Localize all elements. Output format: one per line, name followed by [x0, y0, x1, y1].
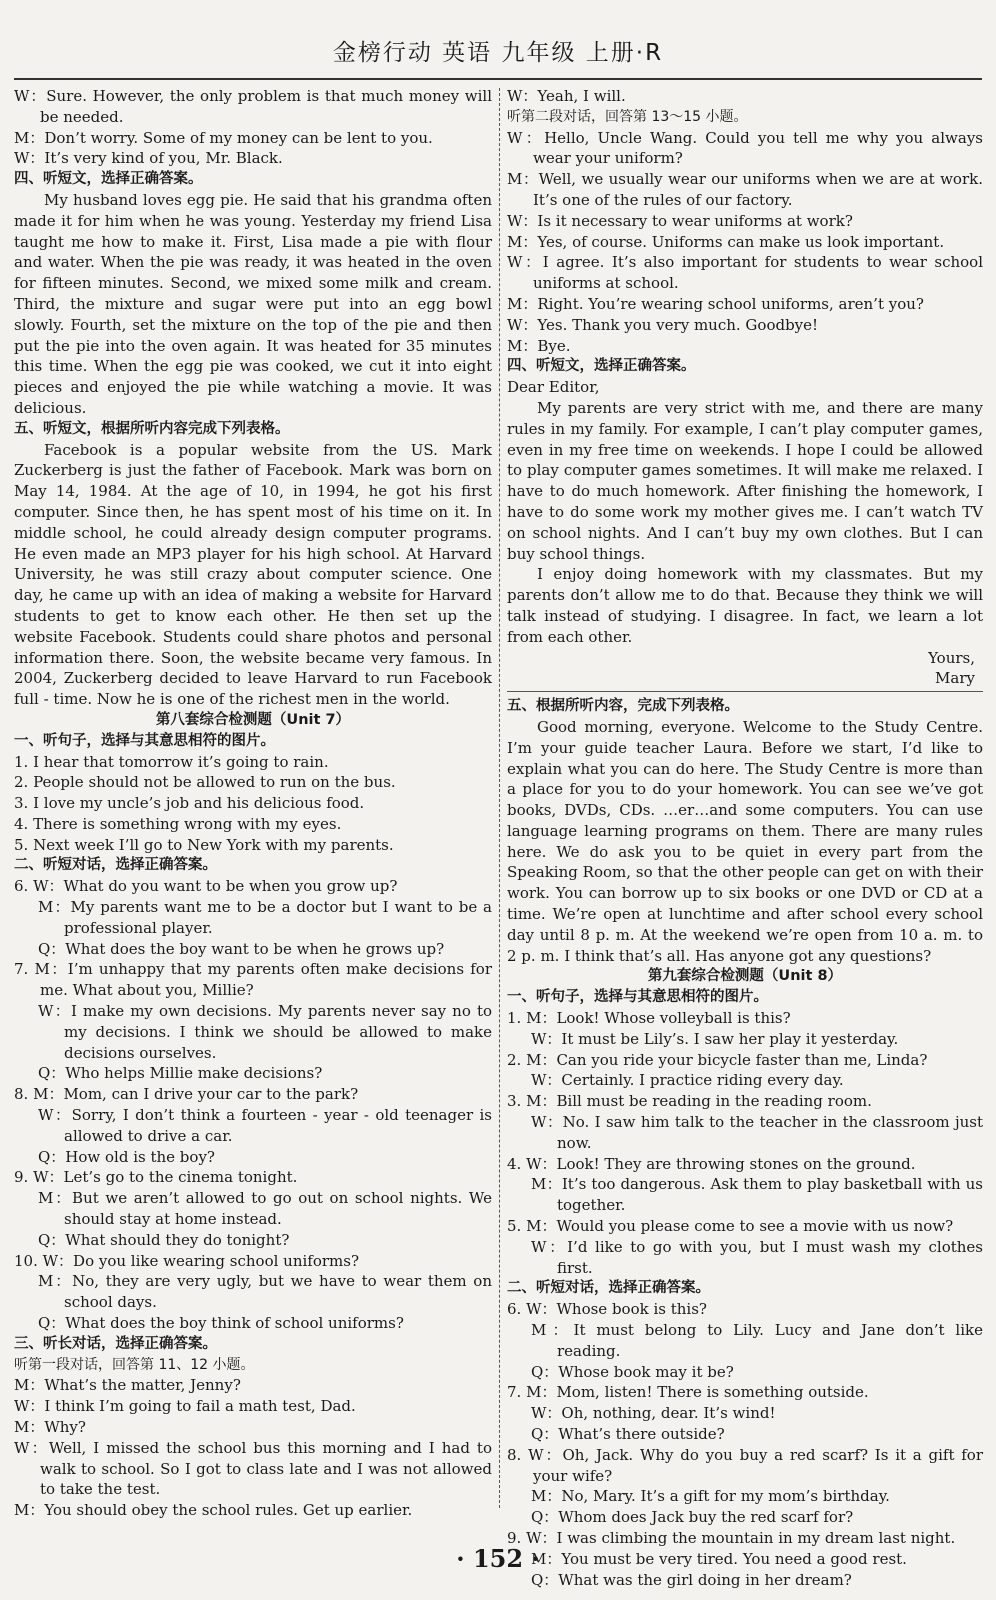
section-heading: 一、听句子，选择与其意思相符的图片。 — [14, 732, 275, 749]
dialogue-line: M：You should obey the school rules. Get up earlier. — [14, 1501, 413, 1520]
dialogue-line: W：Sorry, I don’t think a fourteen - year - old teenager is allowed to drive a car. — [38, 1106, 492, 1145]
dialogue-line: Q：Who helps Millie make decisions? — [38, 1064, 323, 1083]
test-title: 第八套综合检测题（Unit 7） — [155, 711, 351, 728]
dialogue-line: 1. M：Look! Whose volleyball is this? — [507, 1009, 791, 1028]
signature-line: Yours, — [928, 648, 975, 667]
dialogue-line: 8. M：Mom, can I drive your car to the park? — [14, 1085, 359, 1104]
dialogue-line: W：Certainly. I practice riding every day. — [531, 1071, 844, 1090]
dialogue-line: M：Right. You’re wearing school uniforms, aren’t you? — [507, 294, 924, 313]
dialogue-line: Q：How old is the boy? — [38, 1147, 215, 1166]
text-line: Dear Editor, — [507, 378, 600, 397]
dialogue-line: M：No, Mary. It’s a gift for my mom’s birthday. — [531, 1487, 890, 1506]
dialogue-line: M：You must be very tired. You need a good rest. — [531, 1549, 907, 1568]
dialogue-line: W：Is it necessary to wear uniforms at work? — [507, 211, 853, 230]
column-divider — [499, 88, 500, 1508]
dialogue-line: W：I make my own decisions. My parents never say no to my decisions. I think we should be allowed to make decisions ourselves. — [38, 1002, 492, 1062]
instruction-note: 听第二段对话，回答第 13～15 小题。 — [507, 108, 748, 125]
dialogue-line: M：No, they are very ugly, but we have to wear them on school days. — [38, 1272, 492, 1312]
dialogue-line: Q：Whom does Jack buy the red scarf for? — [531, 1508, 854, 1527]
dialogue-line: M：Why? — [14, 1418, 86, 1436]
dialogue-line: W：Sure. However, the only problem is that much money will be needed. — [14, 87, 492, 126]
section-heading: 四、听短文，选择正确答案。 — [507, 358, 696, 375]
left-column — [14, 86, 492, 1546]
dialogue-line: M：Well, we usually wear our uniforms when we are at work. It’s one of the rules of our factory. — [507, 170, 983, 209]
section-heading: 二、听短对话，选择正确答案。 — [14, 857, 217, 874]
dialogue-line: W：Yeah, I will. — [507, 87, 626, 105]
section-heading: 二、听短对话，选择正确答案。 — [507, 1280, 710, 1297]
dialogue-line: 3. M：Bill must be reading in the reading room. — [507, 1092, 872, 1111]
page-header: 金榜行动 英语 九年级 上册·R — [332, 40, 664, 66]
dialogue-line: Q：What should they do tonight? — [38, 1230, 290, 1249]
dialogue-line: W：I’d like to go with you, but I must wash my clothes first. — [531, 1237, 983, 1277]
dialogue-line: 7. M：Mom, listen! There is something outside. — [507, 1383, 869, 1402]
dialogue-line: W：It must be Lily’s. I saw her play it yesterday. — [531, 1029, 899, 1048]
dialogue-line: 6. W：What do you want to be when you grow up? — [14, 877, 398, 896]
dialogue-line: M：It’s too dangerous. Ask them to play basketball with us together. — [531, 1175, 983, 1215]
dialogue-line: M：Bye. — [507, 336, 571, 355]
dialogue-line: M：But we aren’t allowed to go out on school nights. We should stay at home instead. — [38, 1189, 492, 1229]
dialogue-line: 5. M：Would you please come to see a movie with us now? — [507, 1217, 954, 1236]
dialogue-line: W：Well, I missed the school bus this morning and I had to walk to school. So I got to class late and I was not allowed to take the test. — [14, 1438, 492, 1499]
paragraph: My husband loves egg pie. He said that his grandma often made it for him when he was young. Yesterday my friend Lisa taught me how to make it. First, Lisa made a pie with flour and water. When the pie was ready, it was heated in the oven for fifteen minutes. Second, we mixed some milk and cream. Third, the mixture and sugar were put into an egg bowl slowly. Fourth, set the mixture on the top of the pie and then put the pie into the oven again. It was heated for 35 minutes this time. When the egg pie was cooked, we cut it into eight pieces and enjoyed the pie while watching a movie. It was delicious. — [14, 190, 492, 417]
section-heading: 四、听短文，选择正确答案。 — [14, 171, 203, 188]
section-heading: 三、听长对话，选择正确答案。 — [14, 1335, 217, 1352]
dialogue-line: 6. W：Whose book is this? — [507, 1300, 707, 1319]
dialogue-line: M：It must belong to Lily. Lucy and Jane don’t like reading. — [531, 1321, 983, 1360]
right-column — [507, 86, 983, 1589]
dialogue-line: W：Hello, Uncle Wang. Could you tell me why you always wear your uniform? — [507, 128, 983, 168]
dialogue-line: 3. I love my uncle’s job and his delicious food. — [14, 794, 365, 813]
dialogue-line: 2. M：Can you ride your bicycle faster than me, Linda? — [507, 1050, 928, 1069]
paragraph: My parents are very strict with me, and there are many rules in my family. For example, I can’t play computer games, even in my free time on weekends. I hope I could be allowed to play computer games sometimes. It will make me relaxed. I have to do much homework. After finishing the homework, I have to do some work my mother gives me. I can’t watch TV on school nights. And I can’t buy my own clothes. But I can buy school things. — [507, 398, 983, 563]
dialogue-line: M：Don’t worry. Some of my money can be lent to you. — [14, 128, 433, 147]
section-heading: 五、听短文，根据所听内容完成下列表格。 — [14, 420, 290, 437]
paragraph: I enjoy doing homework with my classmates. But my parents don’t allow me to do that. Because they think we will talk instead of studying. I disagree. In fact, we learn a lot from each other. — [507, 565, 983, 646]
dialogue-line: Q：What does the boy want to be when he grows up? — [38, 939, 445, 958]
dialogue-line: Q：Whose book may it be? — [531, 1362, 734, 1381]
paragraph: Good morning, everyone. Welcome to the Study Centre. I’m your guide teacher Laura. Before we start, I’d like to explain what you can do here. The Study Centre is more than a place for you to do your homework. You can see we’ve got books, DVDs, CDs. …er…and some computers. You can use language learning programs on them. There are many rules here. We do ask you to be quiet in every part from the Speaking Room, so that the other people can get on with their work. You can borrow up to six books or one DVD or CD at a time. We’re open at lunchtime and after school every school day until 8 p. m. At the weekend we’re open from 10 a. m. to 2 p. m. I think that’s all. Has anyone got any questions? — [507, 717, 983, 965]
page-number: · 152 · — [456, 1544, 540, 1573]
dialogue-line: Q：What was the girl doing in her dream? — [531, 1570, 852, 1589]
dialogue-line: 4. There is something wrong with my eyes. — [14, 814, 342, 833]
separator-rule — [507, 691, 983, 692]
dialogue-line: Q：What does the boy think of school uniforms? — [38, 1314, 404, 1333]
test-title: 第九套综合检测题（Unit 8） — [647, 968, 843, 985]
dialogue-line: M：My parents want me to be a doctor but I want to be a professional player. — [38, 898, 492, 937]
instruction-note: 听第一段对话，回答第 11、12 小题。 — [14, 1356, 255, 1373]
dialogue-line: W：I think I’m going to fail a math test, Dad. — [14, 1397, 356, 1416]
dialogue-line: 2. People should not be allowed to run on the bus. — [14, 773, 396, 792]
dialogue-line: 4. W：Look! They are throwing stones on the ground. — [507, 1154, 916, 1173]
dialogue-line: 9. W：I was climbing the mountain in my dream last night. — [507, 1528, 956, 1547]
dialogue-line: M：What’s the matter, Jenny? — [14, 1376, 241, 1395]
section-heading: 一、听句子，选择与其意思相符的图片。 — [507, 989, 768, 1006]
dialogue-line: M：Yes, of course. Uniforms can make us look important. — [507, 232, 945, 251]
dialogue-line: W：It’s very kind of you, Mr. Black. — [14, 149, 283, 168]
signature-line: Mary — [935, 669, 975, 688]
dialogue-line: 1. I hear that tomorrow it’s going to rain. — [14, 752, 329, 771]
dialogue-line: 7. M：I’m unhappy that my parents often make decisions for me. What about you, Millie? — [14, 960, 492, 1000]
section-heading: 五、根据所听内容，完成下列表格。 — [507, 698, 739, 715]
dialogue-line: 8. W：Oh, Jack. Why do you buy a red scarf? Is it a gift for your wife? — [507, 1445, 983, 1485]
dialogue-line: 10. W：Do you like wearing school uniforms? — [14, 1251, 360, 1270]
dialogue-line: 9. W：Let’s go to the cinema tonight. — [14, 1168, 298, 1187]
dialogue-line: W：I agree. It’s also important for students to wear school uniforms at school. — [507, 253, 983, 293]
header-rule — [14, 78, 982, 80]
dialogue-line: Q：What’s there outside? — [531, 1425, 725, 1443]
dialogue-line: 5. Next week I’ll go to New York with my parents. — [14, 835, 394, 854]
dialogue-line: W：Yes. Thank you very much. Goodbye! — [507, 315, 819, 334]
dialogue-line: W：Oh, nothing, dear. It’s wind! — [531, 1404, 776, 1423]
dialogue-line: W：No. I saw him talk to the teacher in the classroom just now. — [531, 1113, 983, 1152]
paragraph: Facebook is a popular website from the US. Mark Zuckerberg is just the father of Facebook. Mark was born on May 14, 1984. At the age of 10, in 1994, he got his first computer. Since then, he has spent most of his time on it. In middle school, he could already design computer programs. He even made an MP3 player for his high school. At Harvard University, he was still crazy about computer science. One day, he came up with an idea of making a website for Harvard students to get to know each other. He then set up the website Facebook. Students could share photos and personal information there. Soon, the website became very famous. In 2004, Zuckerberg decided to leave Harvard to run Facebook full - time. Now he is one of the richest men in the world. — [14, 440, 492, 709]
